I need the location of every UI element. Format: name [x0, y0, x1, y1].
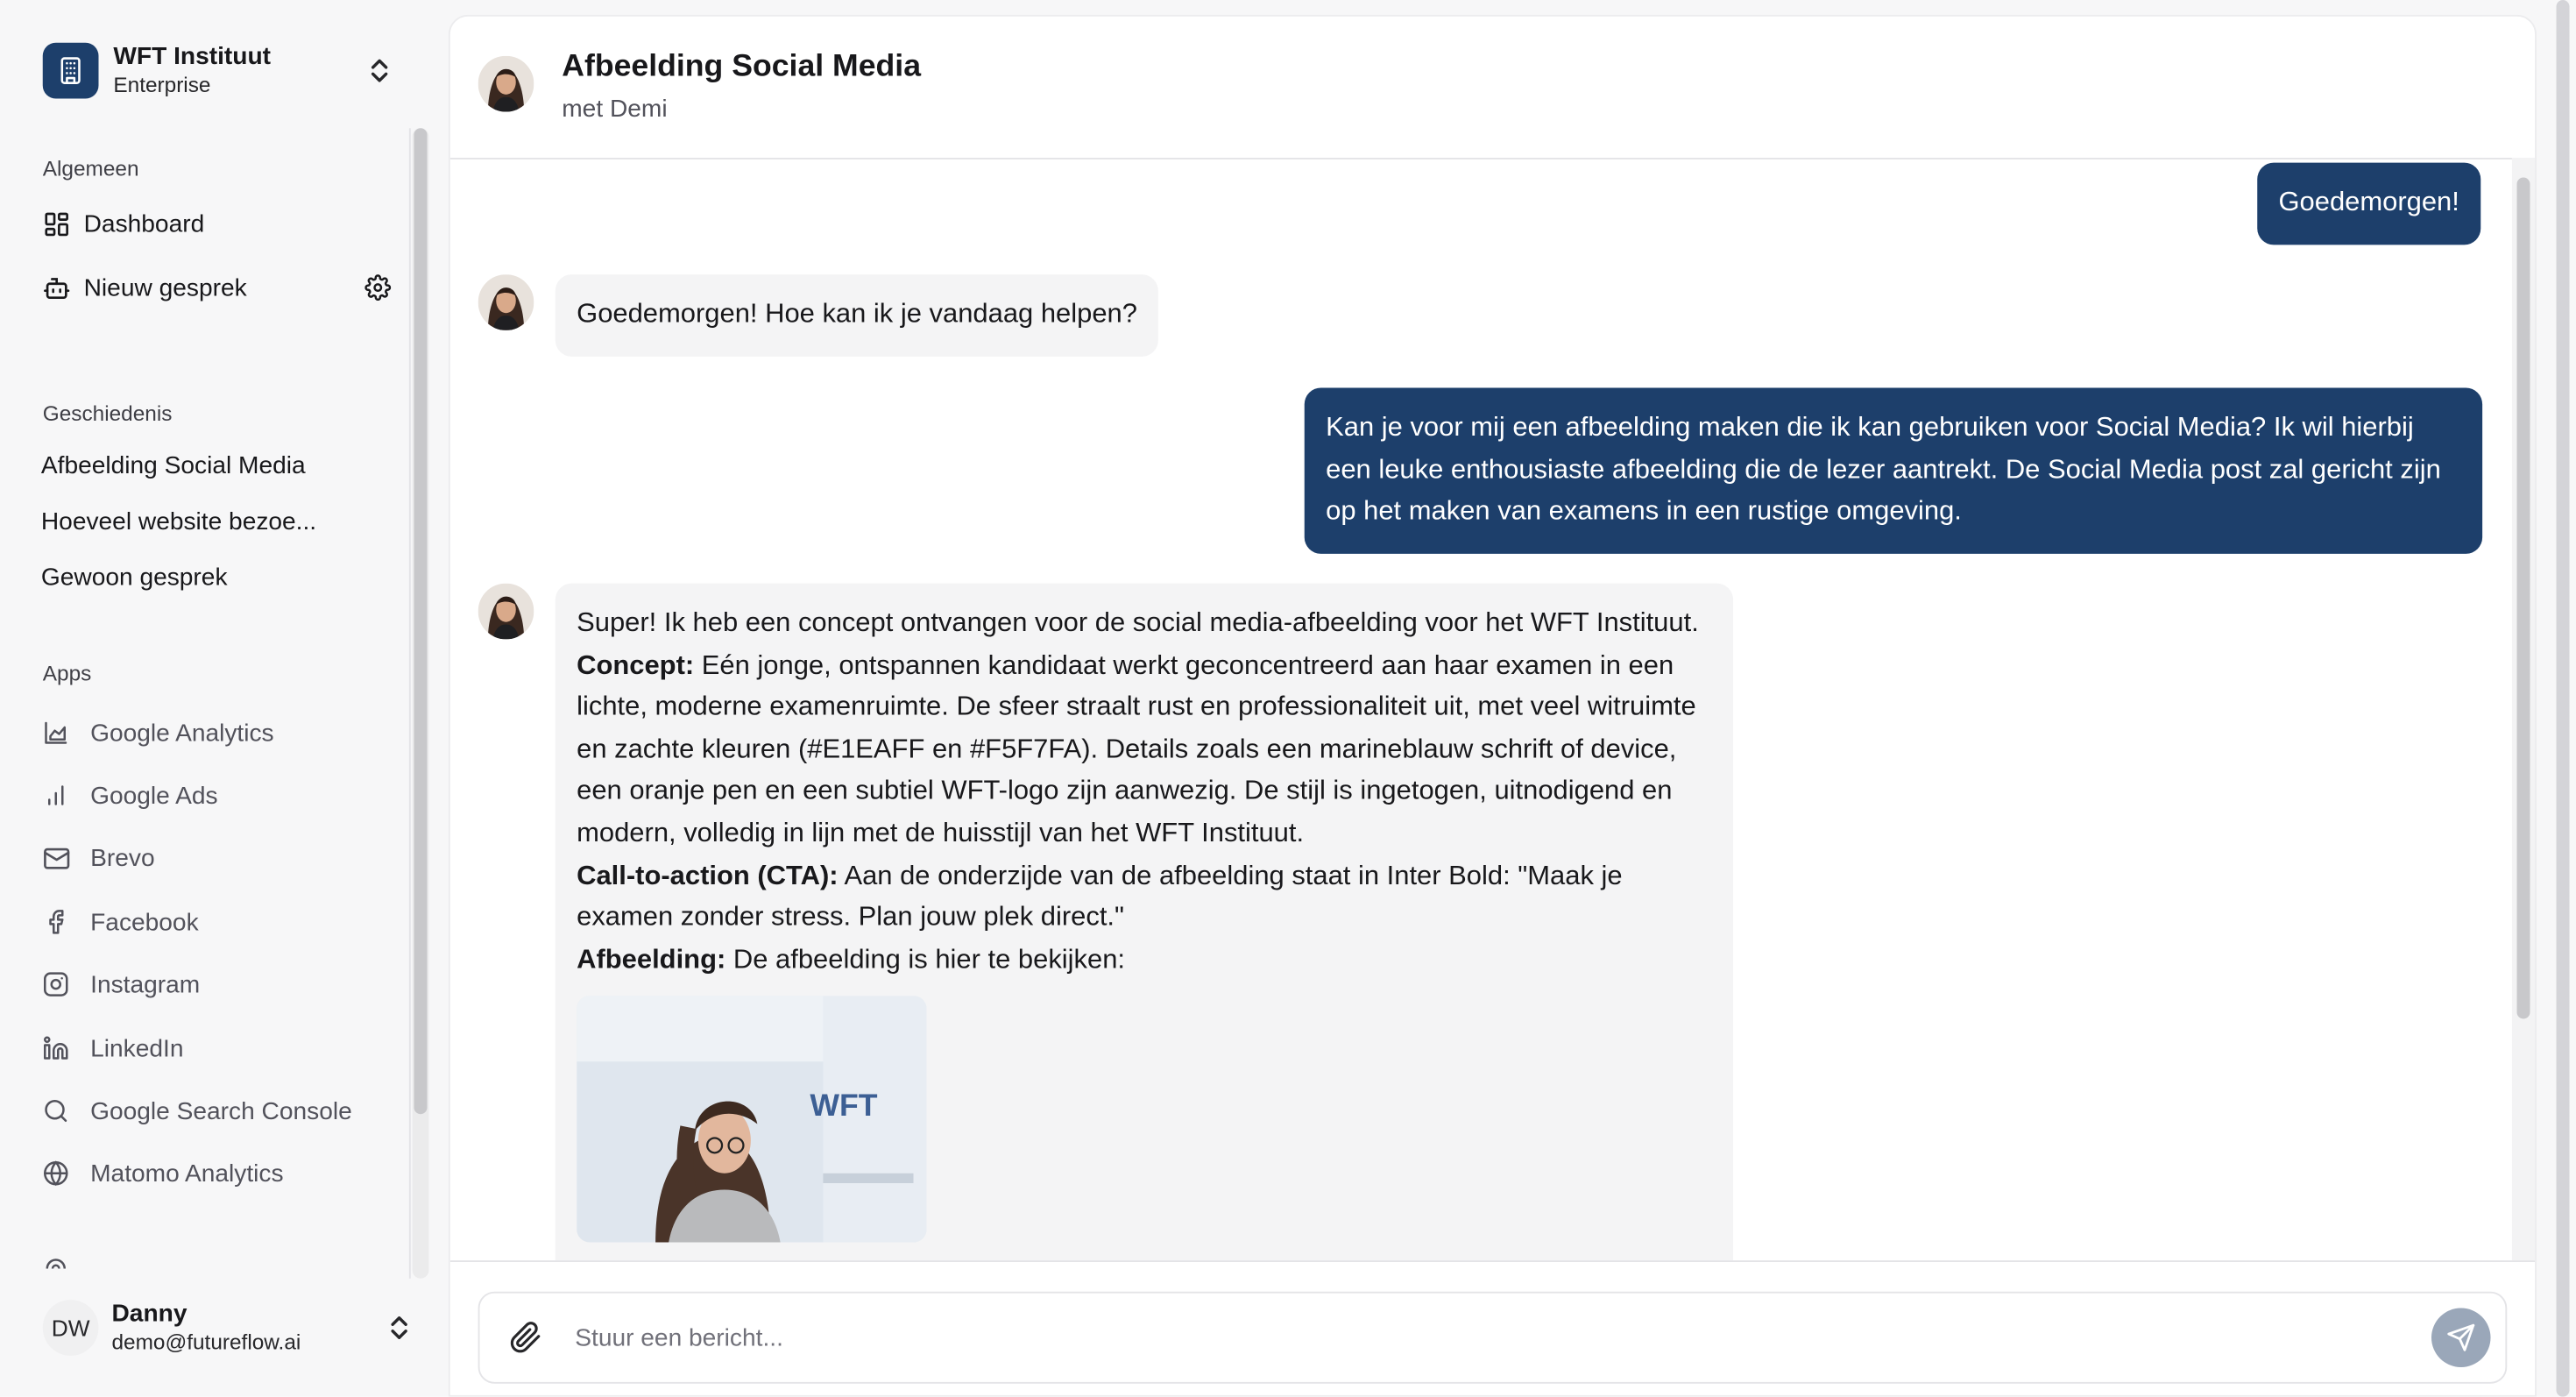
sidebar-item-linkedin[interactable]	[41, 1025, 393, 1072]
sidebar-item-label: Dashboard	[83, 209, 205, 238]
agent-avatar	[478, 584, 534, 640]
messages-scrollbar-thumb[interactable]	[2517, 178, 2530, 1019]
assistant-message	[556, 584, 1733, 1261]
assistant-message-image-line	[577, 940, 1712, 982]
message-list[interactable]	[450, 158, 2535, 1260]
bot-icon	[41, 273, 71, 302]
mail-icon	[41, 843, 71, 873]
settings-gear-icon[interactable]	[363, 273, 393, 302]
sidebar-item-label: Matomo Analytics	[90, 1159, 284, 1188]
section-label-apps: Apps	[42, 660, 92, 685]
sidebar-item-facebook[interactable]	[41, 899, 393, 946]
message-input[interactable]	[572, 1322, 2432, 1353]
chevrons-up-down-icon	[388, 1311, 411, 1344]
globe-icon	[41, 1159, 71, 1188]
chat-header	[450, 17, 2535, 160]
bar-chart-icon	[41, 781, 71, 811]
sidebar-item-label: Instagram	[90, 970, 201, 999]
assistant-message-concept	[577, 645, 1712, 855]
sidebar-item-dashboard[interactable]	[41, 201, 393, 247]
user-message: Goedemorgen!	[2257, 163, 2480, 245]
history-item[interactable]: Gewoon gesprek	[40, 564, 228, 592]
sidebar-item-label: Google Analytics	[90, 719, 274, 748]
area-chart-icon	[41, 718, 71, 748]
send-button[interactable]	[2431, 1308, 2491, 1368]
composer	[450, 1260, 2535, 1397]
assistant-message-intro: Super! Ik heb een concept ontvangen voor de social media-afbeelding voor het WFT Instituut.	[577, 607, 1699, 638]
paperclip-icon[interactable]	[507, 1320, 543, 1356]
sidebar-item-label: Facebook	[90, 907, 199, 936]
messages-scrollbar[interactable]	[2512, 158, 2535, 1260]
concept-text: Eén jonge, ontspannen kandidaat werkt geconcentreerd aan haar examen in een lichte, moderne examenruimte. De sfeer straalt rust en professionaliteit uit, met veel witruimte en zachte kleuren (#E1EAFF en #F5F7FA). Details zoals een marineblauw schrift of device, een oranje pen en een subtiel WFT-logo zijn aanwezig. De stijl is ingetogen, uitnodigend en modern, volledig in lijn met de huisstijl van het WFT Instituut.	[577, 649, 1696, 848]
sidebar-item-brevo[interactable]	[41, 835, 393, 882]
image-logo-text: WFT	[810, 1088, 878, 1124]
facebook-icon	[41, 907, 71, 937]
sidebar-item-label: Google Ads	[90, 781, 218, 810]
chat-subtitle: met Demi	[562, 95, 668, 124]
user-message: Kan je voor mij een afbeelding maken die ik kan gebruiken voor Social Media? Ik wil hierbij een leuke enthousiaste afbeelding die de lezer aantrekt. De Social Media post zal gericht zijn op het maken van examens in een rustige omgeving.	[1305, 388, 2482, 553]
user-email: demo@futureflow.ai	[111, 1329, 301, 1354]
history-item[interactable]: Afbeelding Social Media	[40, 451, 306, 480]
gear-icon	[41, 1254, 71, 1269]
window-scrollbar[interactable]	[2550, 0, 2576, 1397]
sidebar-item-instagram[interactable]	[41, 961, 393, 1008]
assistant-message-cta	[577, 855, 1712, 940]
sidebar-item-partial[interactable]	[41, 1245, 393, 1268]
sidebar-scrollbar[interactable]	[413, 128, 429, 1279]
sidebar-item-matomo-analytics[interactable]	[41, 1151, 393, 1197]
sidebar-item-label: Nieuw gesprek	[83, 273, 247, 302]
sidebar-divider	[409, 128, 411, 1279]
sidebar	[0, 0, 430, 1397]
image-text: De afbeelding is hier te bekijken:	[725, 944, 1126, 975]
sidebar-item-label: Brevo	[90, 843, 155, 872]
generated-image[interactable]	[577, 996, 926, 1243]
assistant-message: Goedemorgen! Hoe kan ik je vandaag helpen?	[556, 274, 1159, 356]
dashboard-grid-icon	[41, 209, 71, 238]
section-label-history: Geschiedenis	[42, 401, 173, 426]
organization-plan: Enterprise	[113, 72, 211, 97]
agent-avatar	[478, 56, 534, 112]
sidebar-item-google-analytics[interactable]	[41, 710, 393, 756]
sidebar-item-google-search-console[interactable]	[41, 1088, 393, 1134]
chat-title: Afbeelding Social Media	[562, 49, 922, 84]
cta-text: Aan de onderzijde van de afbeelding staat in Inter Bold: "Maak je examen zonder stress. Plan jouw plek direct."	[577, 860, 1623, 933]
avatar: DW	[43, 1300, 99, 1356]
sidebar-scroll-area	[0, 128, 407, 1268]
instagram-icon	[41, 969, 71, 999]
search-icon	[41, 1096, 71, 1126]
message-input-box	[478, 1292, 2508, 1384]
window-scrollbar-thumb[interactable]	[2557, 0, 2570, 1397]
user-menu[interactable]	[43, 1292, 418, 1365]
sidebar-item-label: Google Search Console	[90, 1096, 352, 1125]
chevrons-up-down-icon	[368, 54, 391, 88]
building-icon	[43, 43, 99, 99]
sidebar-item-label: LinkedIn	[90, 1034, 184, 1063]
chat-panel	[449, 15, 2537, 1397]
send-icon	[2446, 1323, 2476, 1352]
linkedin-icon	[41, 1033, 71, 1063]
organization-switcher[interactable]	[43, 41, 411, 101]
user-name: Danny	[111, 1300, 188, 1328]
concept-label: Concept:	[577, 649, 695, 680]
sidebar-item-google-ads[interactable]	[41, 772, 393, 819]
agent-avatar	[478, 274, 534, 330]
history-item[interactable]: Hoeveel website bezoe...	[40, 507, 317, 536]
section-label-general: Algemeen	[42, 156, 139, 181]
image-label: Afbeelding:	[577, 944, 726, 975]
cta-label: Call-to-action (CTA):	[577, 860, 839, 890]
sidebar-item-new-chat[interactable]	[41, 265, 393, 311]
organization-name: WFT Instituut	[113, 42, 272, 71]
sidebar-scrollbar-thumb[interactable]	[414, 128, 428, 1114]
